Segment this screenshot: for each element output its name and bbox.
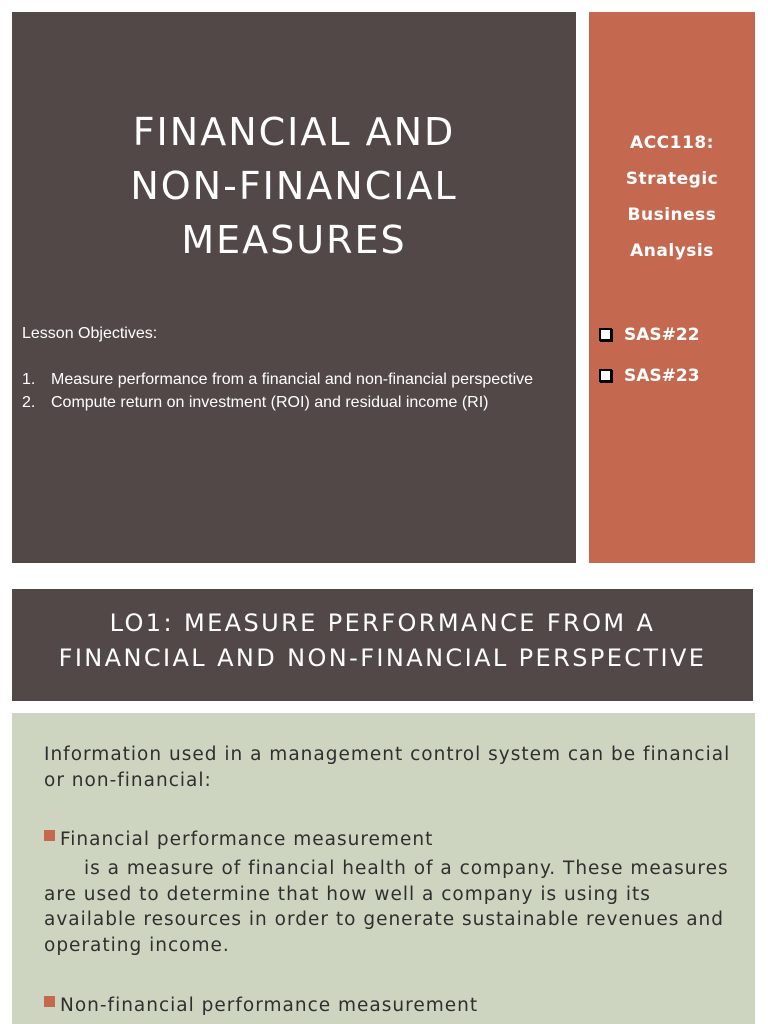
objective-item [22, 391, 572, 414]
objective-text: Compute return on investment (ROI) and residual income (RI) [51, 394, 489, 411]
title-panel [12, 12, 576, 563]
square-bullet-icon [44, 830, 55, 841]
objective-text: Measure performance from a financial and non-financial perspective [51, 371, 534, 388]
objective-item [22, 368, 572, 391]
objectives-list [22, 368, 572, 414]
course-line-4: Analysis [630, 241, 714, 261]
content-panel [12, 713, 755, 1024]
sas-item [599, 314, 700, 355]
lesson-objectives [22, 322, 572, 414]
square-bullet-icon [44, 996, 55, 1007]
lo1-heading [12, 589, 753, 701]
objectives-heading: Lesson Objectives: [22, 325, 158, 342]
bullet-financial [44, 827, 744, 853]
objective-number: 1. [22, 371, 36, 388]
lo1-heading-line-1: LO1: MEASURE PERFORMANCE FROM A [109, 609, 656, 637]
main-title-line-3: MEASURES [181, 218, 407, 262]
bullet-non-financial [44, 993, 744, 1019]
checkbox-icon [599, 328, 612, 341]
sas-label: SAS#23 [624, 365, 700, 386]
sas-item [599, 355, 700, 396]
course-side-panel [589, 12, 755, 563]
course-line-1: ACC118: [630, 133, 714, 153]
checkbox-icon [599, 369, 612, 382]
course-line-2: Strategic [625, 169, 719, 189]
objective-number: 2. [22, 394, 36, 411]
intro-text: Information used in a management control system can be financial or non-financial: [44, 744, 731, 791]
course-line-3: Business [627, 205, 717, 225]
sas-label: SAS#22 [624, 324, 700, 345]
sas-list [599, 314, 700, 396]
lo1-heading-line-2: FINANCIAL AND NON-FINANCIAL PERSPECTIVE [58, 644, 707, 672]
course-title [589, 125, 755, 269]
bullet-description: is a measure of financial health of a company. These measures are used to determine that how well a company is using its available resources in order to generate sustainable revenues and operating income. [44, 858, 729, 956]
main-title-line-2: NON-FINANCIAL [130, 164, 458, 208]
bullet-label: Non-financial performance measurement [60, 995, 479, 1016]
main-title-line-1: FINANCIAL AND [132, 110, 456, 154]
main-title [12, 105, 576, 267]
bullet-label: Financial performance measurement [60, 829, 434, 850]
